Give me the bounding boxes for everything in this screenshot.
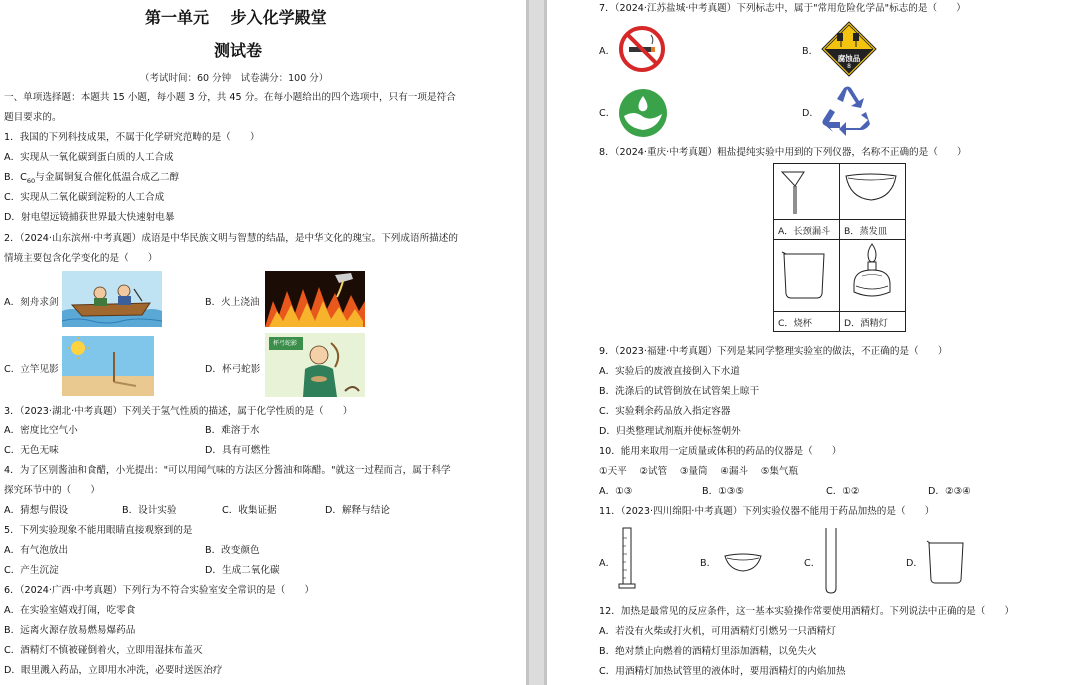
- q8-stem: 8．（2024·重庆·中考真题）粗盐提纯实验中用到的下列仪器，名称不正确的是（ ）: [599, 147, 967, 158]
- q6-option-a: A．在实验室嬉戏打闹，吃零食: [4, 605, 136, 616]
- q12-option-c: C．用酒精灯加热试管里的液体时，要用酒精灯的内焰加热: [599, 666, 846, 677]
- q12-stem: 12．加热是最常见的反应条件，这一基本实验操作常要使用酒精灯。下列说法中正确的是（ ）: [599, 606, 1015, 617]
- q1-stem: 1．我国的下列科技成果，不属于化学研究范畴的是（ ）: [4, 132, 260, 143]
- q10-option-b: B．①③⑤: [702, 486, 744, 497]
- q4-option-d: D．解释与结论: [325, 505, 390, 516]
- q4-option-b: B．设计实验: [122, 505, 177, 516]
- q9-stem: 9．（2023·福建·中考真题）下列是某同学整理实验室的做法，不正确的是（ ）: [599, 346, 948, 357]
- q8-instrument-table: [773, 163, 906, 332]
- q5-stem: 5．下列实验现象不能用眼睛直接观察到的是: [4, 525, 193, 536]
- evaporating-dish-q11-icon: [723, 548, 763, 574]
- q6-option-d: D．眼里溅入药品，立即用水冲洗，必要时送医治疗: [4, 665, 223, 676]
- q6-stem: 6．（2024·广西·中考真题）下列行为不符合实验室安全常识的是（ ）: [4, 585, 315, 596]
- pole-shadow-illustration: [62, 336, 154, 396]
- q1-option-c: C．实现从二氧化碳到淀粉的人工合成: [4, 192, 165, 203]
- q6-option-b: B．远离火源存放易燃易爆药品: [4, 625, 136, 636]
- q7-option-b: B．: [802, 46, 819, 57]
- q4-stem: 4．为了区别酱油和食醋，小光提出："可以用闻气味的方法区分酱油和陈醋。"就这一过程而言，属于科学: [4, 465, 451, 476]
- q3-stem: 3．（2023·湖北·中考真题）下列关于氢气性质的描述，属于化学性质的是（ ）: [4, 406, 353, 417]
- section-heading-cont: 题目要求的。: [4, 112, 62, 123]
- q4-option-c: C．收集证据: [222, 505, 277, 516]
- q5-option-c: C．产生沉淀: [4, 565, 59, 576]
- alcohol-lamp-cell: [840, 240, 906, 312]
- q3-option-b: B．难溶于水: [205, 425, 260, 436]
- q1-option-d: D．射电望远镜捕获世界最大快速射电暴: [4, 212, 175, 223]
- beaker-cell: [774, 240, 840, 312]
- boat-sword-illustration: [62, 271, 162, 327]
- q5-option-d: D．生成二氧化碳: [205, 565, 280, 576]
- q8-option-d: D．酒精灯: [840, 312, 906, 332]
- right-page: [547, 0, 1080, 685]
- exam-info: （考试时间：60 分钟 试卷满分：100 分）: [140, 73, 329, 84]
- alcohol-lamp-icon: [840, 240, 906, 312]
- test-tube-icon: [823, 526, 839, 596]
- q7-option-d: D．: [802, 108, 819, 119]
- q1-option-b: B．$C_{60}$与金属铜复合催化低温合成乙二醇: [4, 172, 180, 185]
- q10-items: ①天平 ②试管 ③量筒 ④漏斗 ⑤集气瓶: [599, 466, 799, 477]
- q9-option-c: C．实验剩余药品放入指定容器: [599, 406, 731, 417]
- water-saving-icon: [618, 88, 668, 138]
- long-neck-funnel-icon: [774, 164, 840, 220]
- no-smoking-icon: [618, 25, 666, 73]
- q4-option-a: A．猜想与假设: [4, 505, 69, 516]
- section-heading: 一、单项选择题：本题共 15 小题，每小题 3 分，共 45 分。在每小题给出的四个选项中，只有一项是符合: [4, 92, 456, 103]
- q2-option-b: B．火上浇油: [205, 297, 260, 308]
- left-page: [0, 0, 526, 685]
- q7-option-c: C．: [599, 108, 616, 119]
- recycle-icon: [820, 86, 874, 136]
- test-title: 测试卷: [214, 41, 263, 60]
- q12-option-a: A．若没有火柴或打火机，可用酒精灯引燃另一只酒精灯: [599, 626, 836, 637]
- q6-option-c: C．酒精灯不慎被碰倒着火，立即用湿抹布盖灭: [4, 645, 203, 656]
- q3-option-a: A．密度比空气小: [4, 425, 78, 436]
- q3-option-c: C．无色无味: [4, 445, 59, 456]
- q11-stem: 11．（2023·四川绵阳·中考真题）下列实验仪器不能用于药品加热的是（ ）: [599, 506, 935, 517]
- q11-option-b: B．: [700, 558, 717, 569]
- q9-option-a: A．实验后的废液直接倒入下水道: [599, 366, 740, 377]
- q11-option-a: A．: [599, 558, 616, 569]
- q7-stem: 7．（2024·江苏盐城·中考真题）下列标志中，属于"常用危险化学品"标志的是（ ）: [599, 3, 966, 14]
- q10-stem: 10．能用来取用一定质量或体积的药品的仪器是（ ）: [599, 446, 842, 457]
- corrosive-label: 腐蚀品: [837, 54, 861, 63]
- q8-option-b: B．蒸发皿: [840, 220, 906, 240]
- evaporating-dish-cell: [840, 164, 906, 220]
- q2-option-d: D．杯弓蛇影: [205, 364, 261, 375]
- q7-option-a: A．: [599, 46, 616, 57]
- q1-option-a: A．实现从一氧化碳到蛋白质的人工合成: [4, 152, 174, 163]
- q12-option-b: B．绝对禁止向燃着的酒精灯里添加酒精，以免失火: [599, 646, 817, 657]
- q10-option-d: D．②③④: [928, 486, 971, 497]
- q10-option-c: C．①②: [826, 486, 860, 497]
- q2-stem-cont: 情境主要包含化学变化的是（ ）: [4, 253, 158, 264]
- q10-option-a: A．①③: [599, 486, 633, 497]
- q11-option-c: C．: [804, 558, 821, 569]
- beaker-q11-icon: [925, 540, 969, 586]
- q2-option-c: C．立竿见影: [4, 364, 59, 375]
- q9-option-d: D．归类整理试剂瓶并使标签朝外: [599, 426, 741, 437]
- q5-option-a: A．有气泡放出: [4, 545, 69, 556]
- corrosive-class-number: 8: [847, 63, 851, 70]
- unit-title: 第一单元 步入化学殿堂: [145, 8, 327, 27]
- page-gutter: [526, 0, 547, 685]
- q8-option-c: C．烧杯: [774, 312, 840, 332]
- evaporating-dish-icon: [840, 164, 906, 220]
- q2-option-a: A．刻舟求剑: [4, 297, 59, 308]
- beaker-icon: [774, 240, 840, 312]
- q11-option-d: D．: [906, 558, 923, 569]
- corrosive-icon: [821, 21, 877, 77]
- bow-snake-illustration: [265, 333, 365, 397]
- bow-snake-caption: 杯弓蛇影: [273, 340, 298, 347]
- q9-option-b: B．洗涤后的试管倒放在试管架上晾干: [599, 386, 760, 397]
- q2-stem: 2．（2024·山东滨州·中考真题）成语是中华民族文明与智慧的结晶，是中华文化的瑰宝。下列成语所描述的: [4, 233, 458, 244]
- q3-option-d: D．具有可燃性: [205, 445, 270, 456]
- graduated-cylinder-icon: [617, 526, 637, 592]
- fire-oil-illustration: [265, 271, 365, 327]
- q4-stem-cont: 探究环节中的（ ）: [4, 485, 100, 496]
- funnel-cell: [774, 164, 840, 220]
- q5-option-b: B．改变颜色: [205, 545, 260, 556]
- q8-option-a: A．长颈漏斗: [774, 220, 840, 240]
